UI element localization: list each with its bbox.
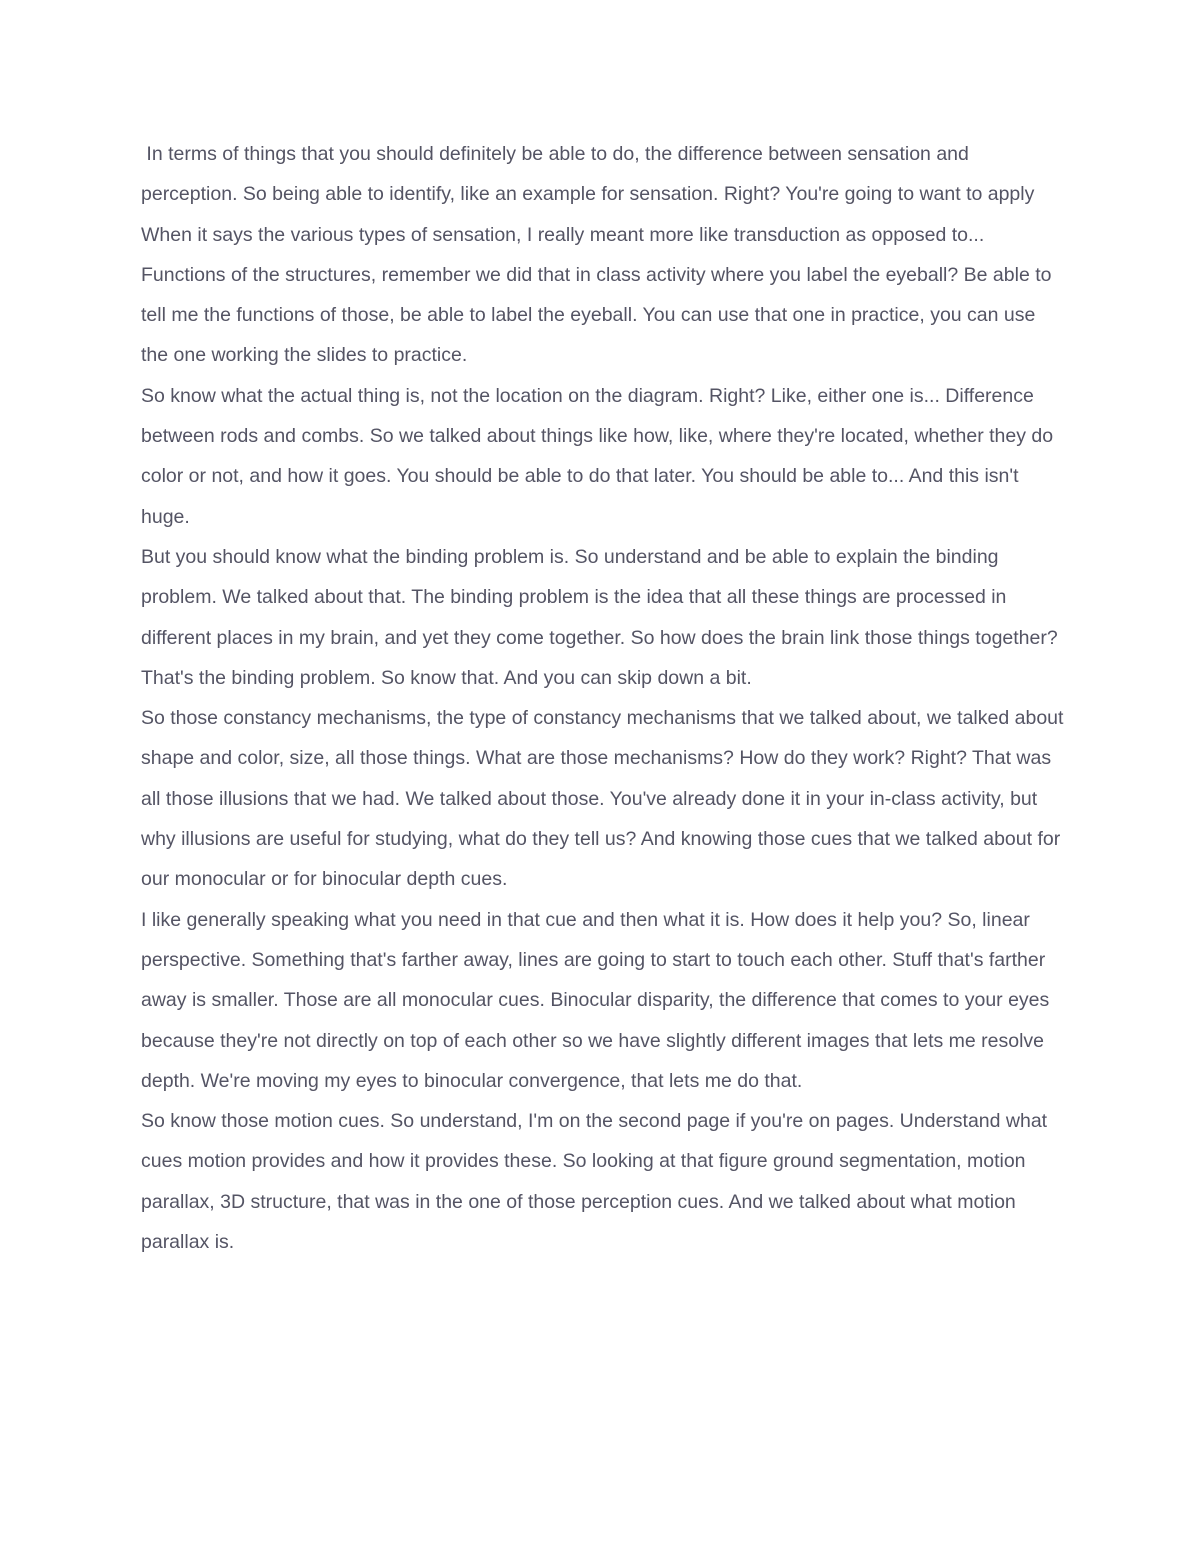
paragraph-7: So know those motion cues. So understand, I'm on the second page if you're on pages. Understand what cues motion provides and how it provides these. So looking at that figure ground segmentation, motion parallax, 3D structure, that was in the one of those perception cues. And we talked about what motion parallax is.	[141, 1110, 1053, 1254]
paragraph-1: In terms of things that you should definitely be able to do, the difference between sensation and perception. So being able to identify, like an example for sensation. Right? You're going to want to apply	[141, 143, 1035, 206]
paragraph-5: So those constancy mechanisms, the type of constancy mechanisms that we talked about, we talked about shape and color, size, all those things. What are those mechanisms? How do they work? Right? That was all those illusions that we had. We talked about those. You've already done it in your in-class activity, but why illusions are useful for studying, what do they tell us? And knowing those cues that we talked about for our monocular or for binocular depth cues.	[141, 707, 1069, 891]
paragraph-6: I like generally speaking what you need in that cue and then what it is. How does it help you? So, linear perspective. Something that's farther away, lines are going to start to touch each other. Stuff that's farther away is smaller. Those are all monocular cues. Binocular disparity, the difference that comes to your eyes because they're not directly on top of each other so we have slightly different images that lets me resolve depth. We're moving my eyes to binocular convergence, that lets me do that.	[141, 908, 1055, 1092]
paragraph-2: When it says the various types of sensation, I really meant more like transduction as opposed to... Functions of the structures, remember we did that in class activity where you label the eyeball? Be able to tell me the functions of those, be able to label the eyeball. You can use that one in practice, you can use the one working the slides to practice.	[141, 223, 1057, 367]
paragraph-3: So know what the actual thing is, not the location on the diagram. Right? Like, either one is... Difference between rods and combs. So we talked about things like how, like, where they're located, whether they do color or not, and how it goes. You should be able to do that later. You should be able to... And this isn't huge.	[141, 384, 1059, 528]
document-body	[141, 134, 1069, 1262]
paragraph-4: But you should know what the binding problem is. So understand and be able to explain the binding problem. We talked about that. The binding problem is the idea that all these things are processed in different places in my brain, and yet they come together. So how does the brain link those things together? That's the binding problem. So know that. And you can skip down a bit.	[141, 545, 1063, 689]
